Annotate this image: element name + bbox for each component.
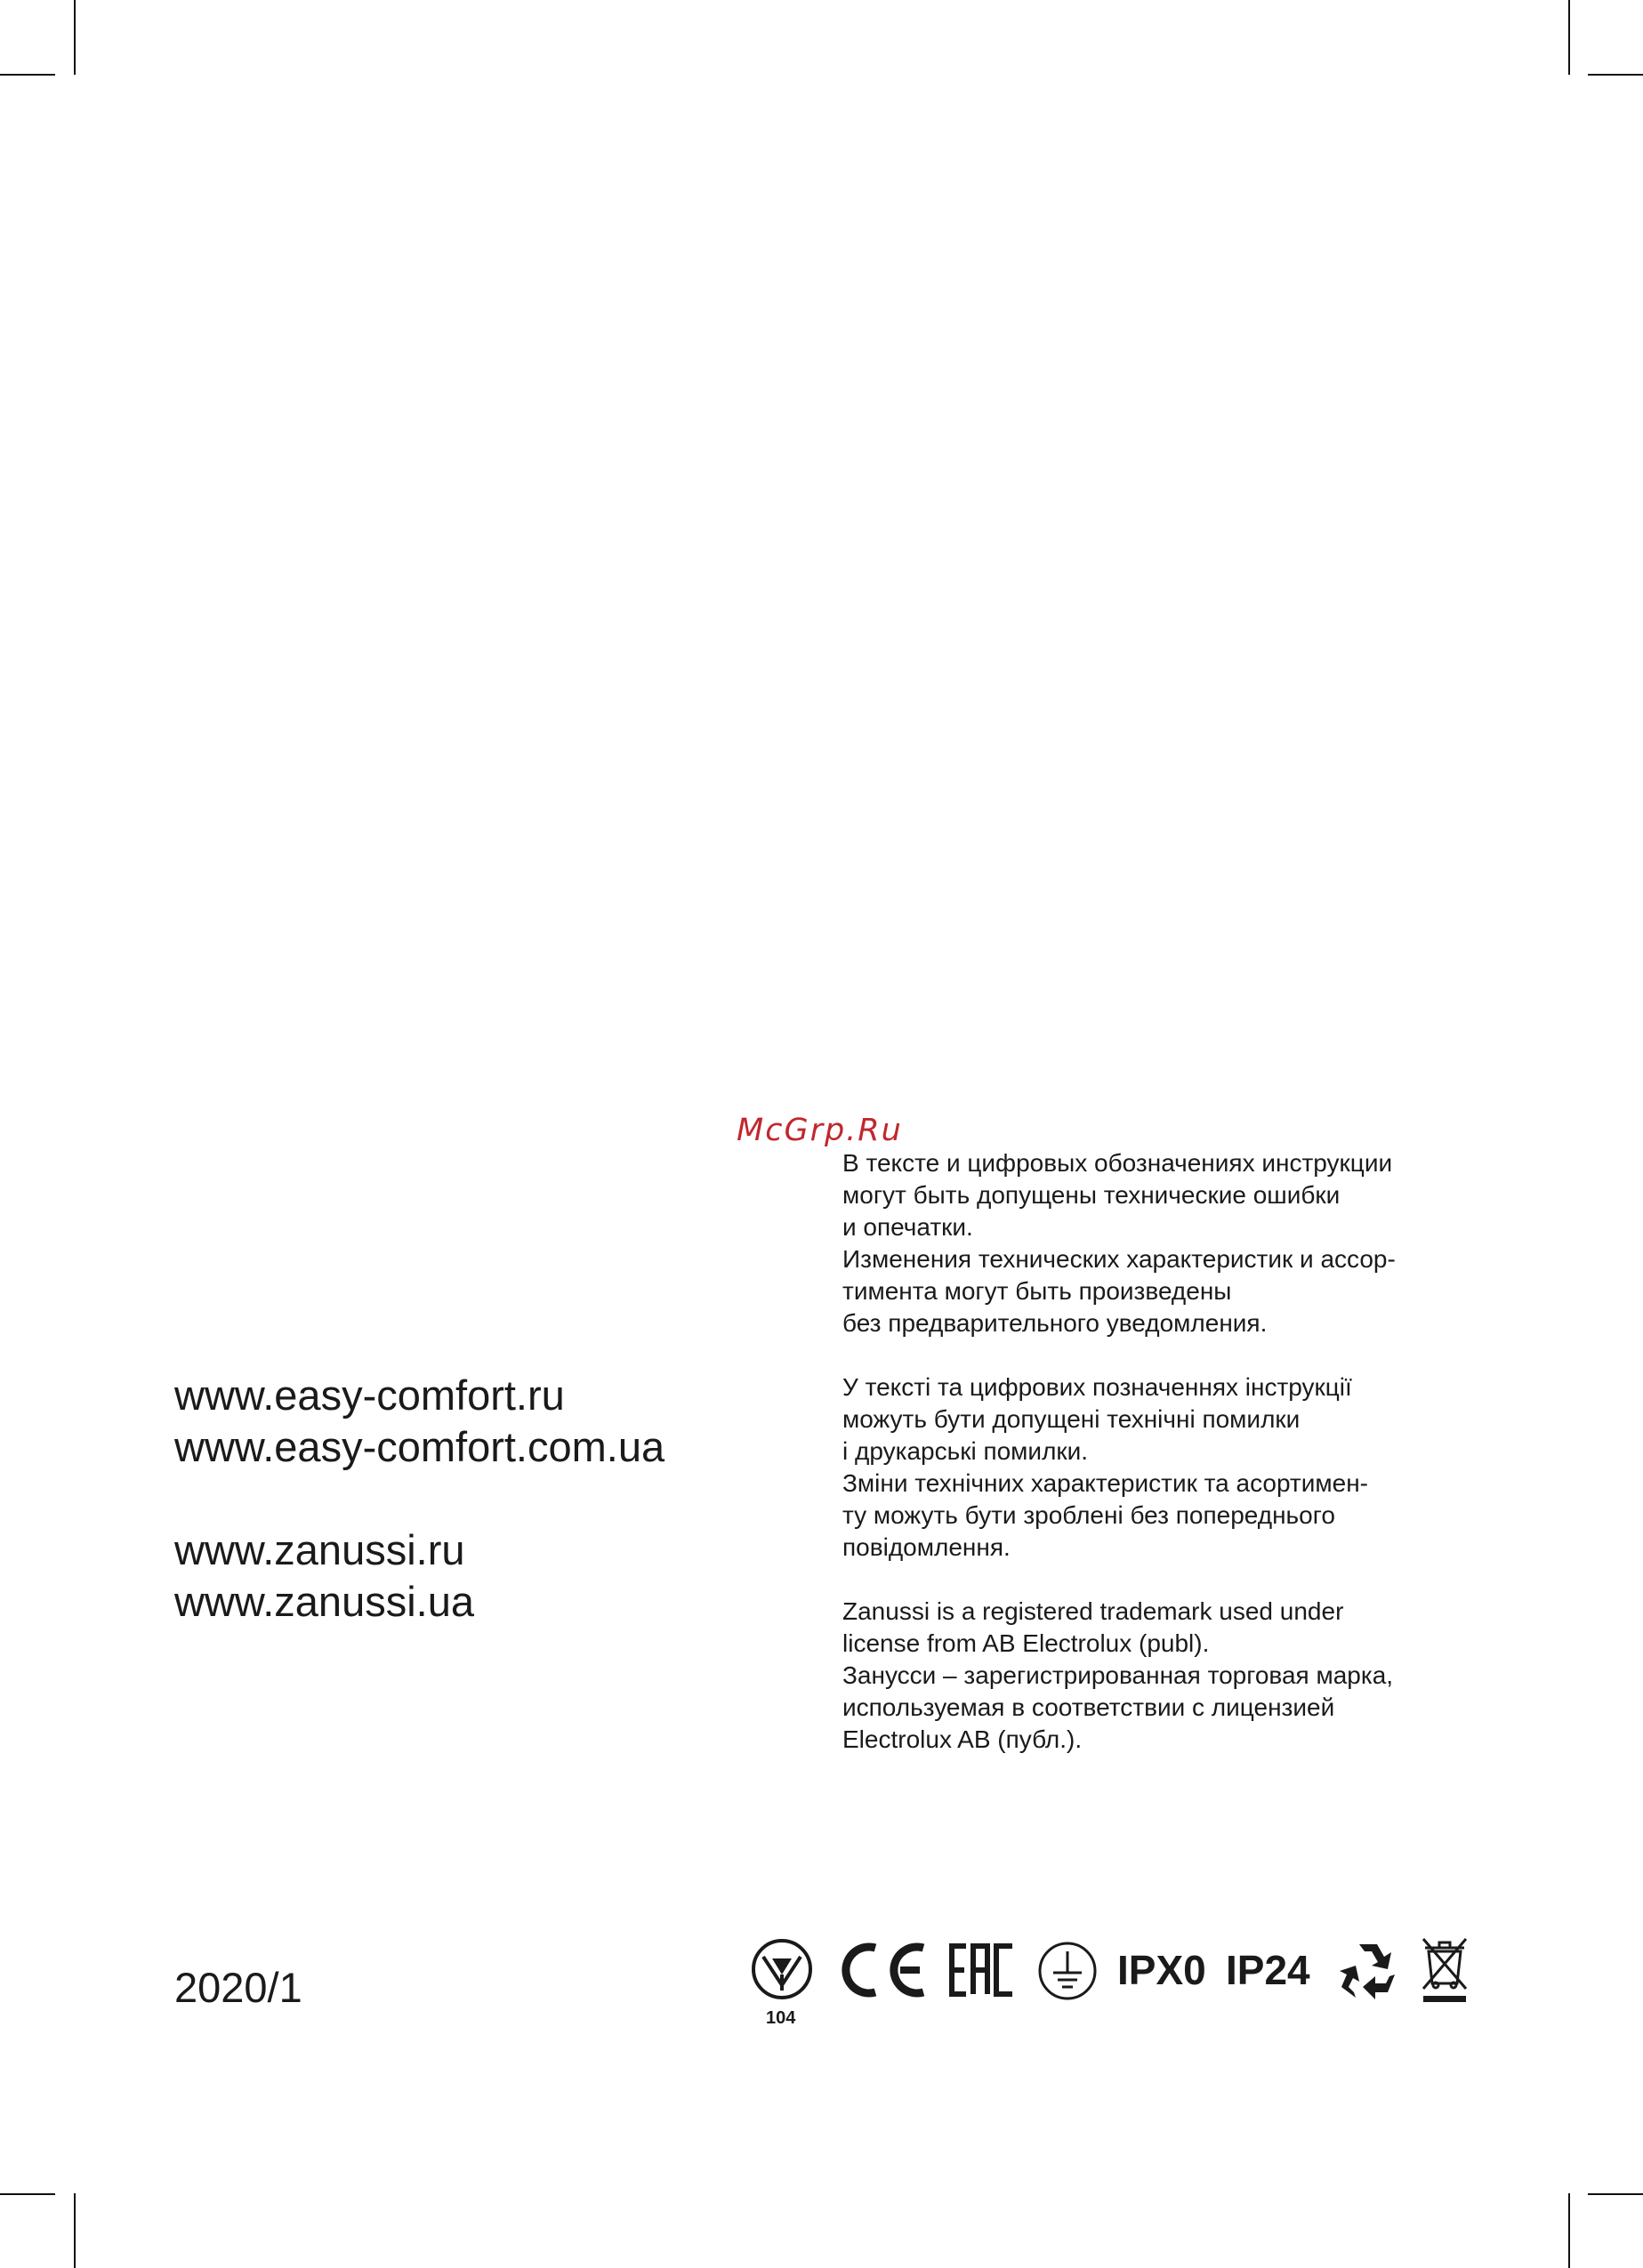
note-line: можуть бути допущені технічні помилки <box>842 1405 1301 1433</box>
crop-mark <box>74 2193 76 2268</box>
note-line: Electrolux AB (публ.). <box>842 1725 1083 1753</box>
website-link[interactable]: www.easy-comfort.com.ua <box>174 1423 665 1470</box>
ip24-rating: IP24 <box>1226 1947 1310 1993</box>
crop-mark <box>1588 74 1643 76</box>
note-line: могут быть допущены технические ошибки <box>842 1181 1341 1209</box>
crop-mark <box>74 0 76 75</box>
note-line: используемая в соответствии с лицензией <box>842 1693 1335 1721</box>
crop-mark <box>0 74 55 76</box>
earth-ground-icon <box>1037 1941 1098 2001</box>
website-link[interactable]: www.zanussi.ru <box>174 1526 465 1573</box>
crop-mark <box>0 2193 55 2195</box>
ua-cert-number: 104 <box>766 2008 796 2028</box>
crop-mark <box>1568 2193 1570 2268</box>
website-link[interactable]: www.easy-comfort.ru <box>174 1371 565 1419</box>
ua-conformity-icon <box>751 1937 813 2001</box>
weee-bin-icon <box>1420 1937 1470 2005</box>
crop-mark <box>1588 2193 1643 2195</box>
note-ua <box>842 1371 1501 1564</box>
note-trademark <box>842 1596 1501 1756</box>
note-line: ту можуть бути зроблені без попереднього <box>842 1501 1335 1529</box>
note-ru <box>842 1147 1501 1339</box>
note-line: license from AB Electrolux (publ). <box>842 1629 1210 1657</box>
note-line: Изменения технических характеристик и ассор- <box>842 1245 1396 1273</box>
note-line: повідомлення. <box>842 1533 1011 1561</box>
note-line: без предварительного уведомления. <box>842 1309 1268 1337</box>
note-line: тимента могут быть произведены <box>842 1277 1232 1305</box>
eac-mark-icon <box>948 1942 1016 1998</box>
notes-block <box>842 1147 1501 1788</box>
note-line: В тексте и цифровых обозначениях инструкции <box>842 1149 1393 1177</box>
note-line: и опечатки. <box>842 1213 973 1241</box>
watermark: McGrp.Ru <box>737 1113 903 1148</box>
note-line: Зміни технічних характеристик та асортимен- <box>842 1469 1368 1497</box>
ce-mark-icon <box>836 1942 929 1998</box>
website-group <box>174 1524 664 1628</box>
crop-mark <box>1568 0 1570 75</box>
website-group <box>174 1370 664 1473</box>
note-line: У тексті та цифрових позначеннях інструкції <box>842 1373 1352 1401</box>
note-line: і друкарські помилки. <box>842 1437 1089 1465</box>
ipx0-rating: IPX0 <box>1117 1947 1206 1993</box>
note-line: Zanussi is a registered trademark used under <box>842 1597 1344 1625</box>
edition-year: 2020/1 <box>174 1964 302 2011</box>
note-line: Занусси – зарегистрированная торговая марка, <box>842 1661 1394 1689</box>
recycle-icon <box>1333 1939 1404 2003</box>
website-link[interactable]: www.zanussi.ua <box>174 1578 474 1625</box>
websites-block <box>174 1370 664 1679</box>
